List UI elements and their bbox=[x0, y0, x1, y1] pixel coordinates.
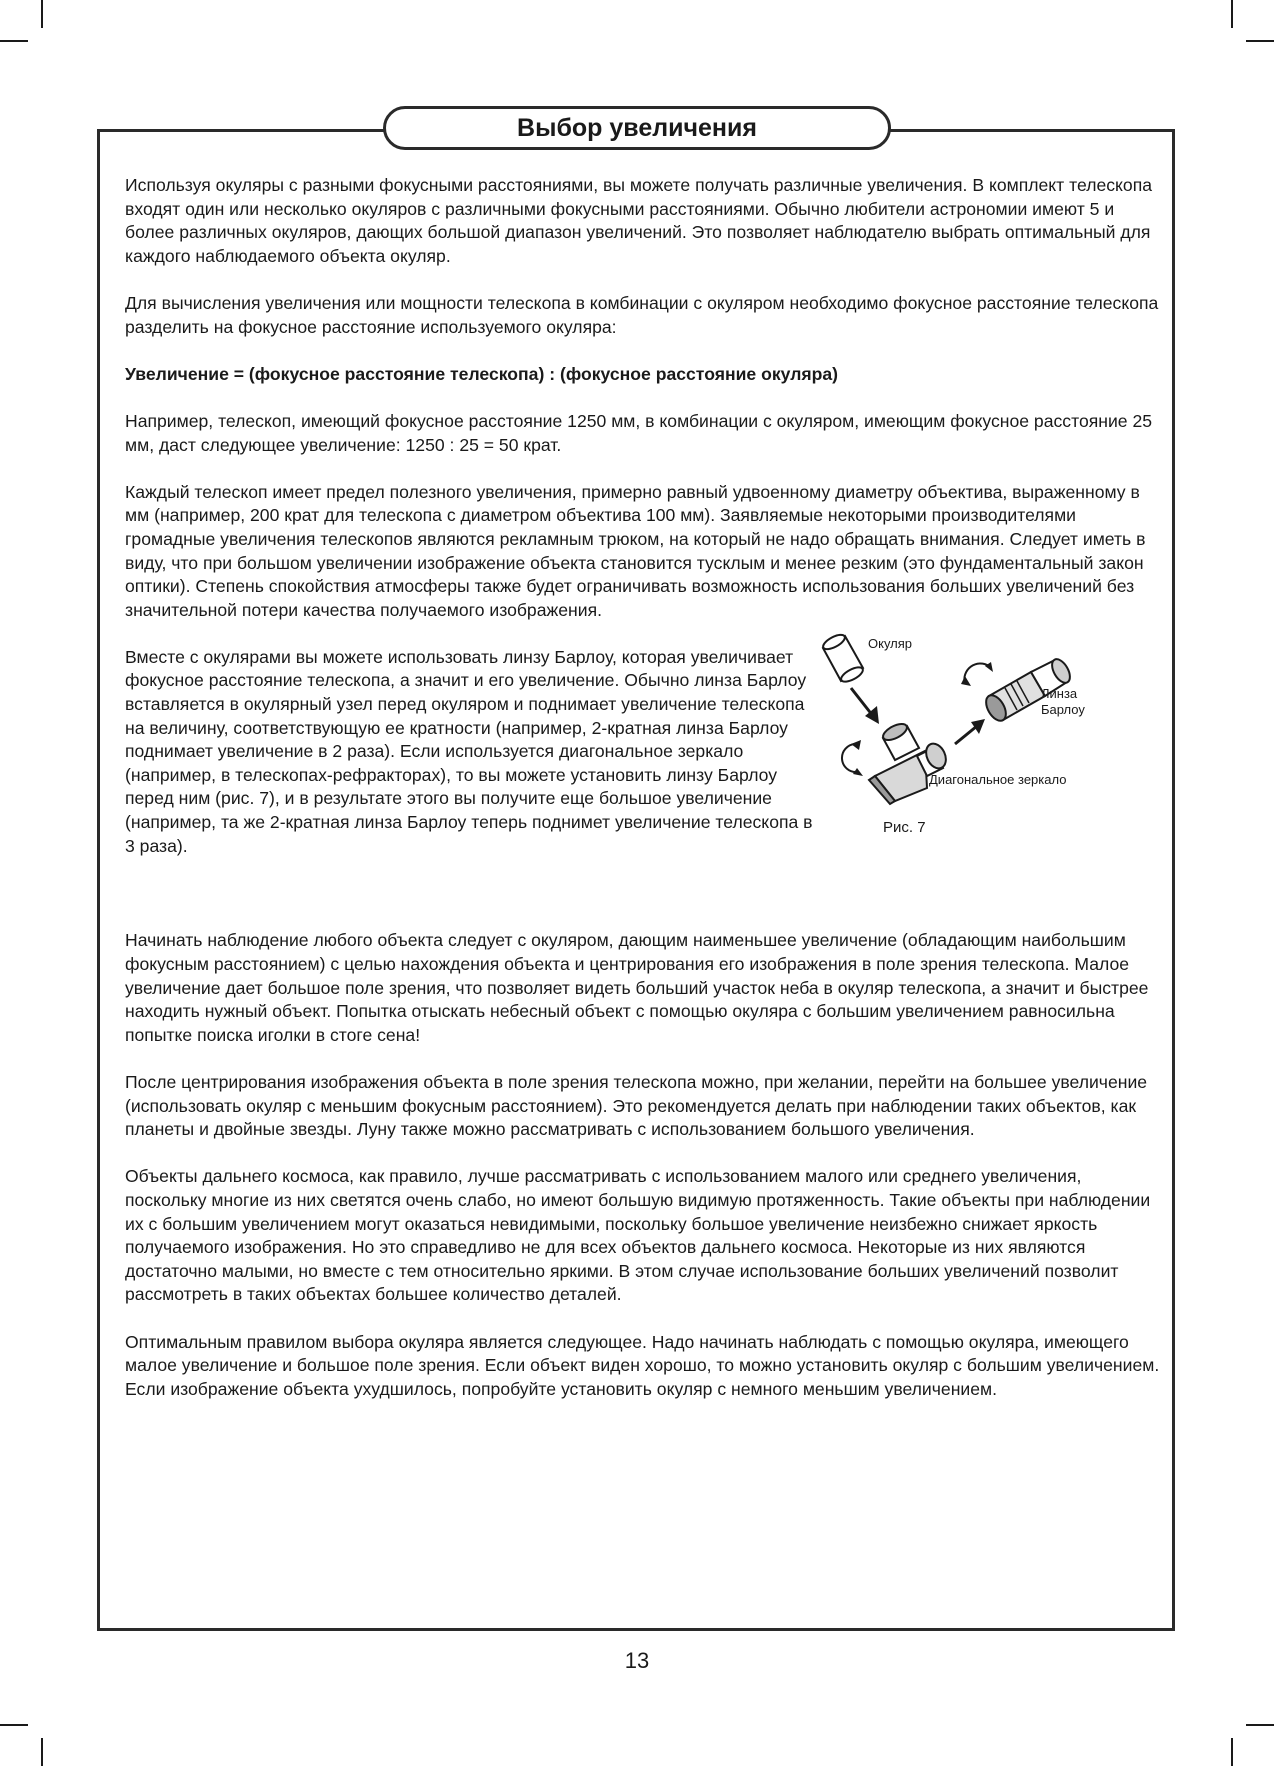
label-barlow-line1: Линза bbox=[1041, 685, 1078, 701]
label-eyepiece: Окуляр bbox=[868, 635, 913, 651]
eyepiece-icon bbox=[821, 632, 865, 685]
crop-mark-bottom-left-h bbox=[0, 1724, 28, 1726]
paragraph-useful-limit: Каждый телескоп имеет предел полезного увеличения, примерно равный удвоенному диаметру объектива, выраженному в мм (например, 200 крат для телескопа с диаметром объектива 100 мм). Заявляемые некоторыми производителями громадные увеличения телескопов являются рекламным трюком, на который не надо обращать внимания. Следует иметь в виду, что при большом увеличении изображение объекта становится тусклым и менее резким (это фундаментальный закон оптики). Степень спокойствия атмосферы также будет ограничивать возможность использования больших увеличений без значительной потери качества получаемого изображения. bbox=[125, 481, 1146, 620]
figure-7 bbox=[805, 626, 1085, 856]
label-diagonal-mirror: Диагональное зеркало bbox=[929, 771, 1067, 787]
crop-mark-top-left-h bbox=[0, 40, 28, 42]
paragraph-barlow-lens: Вместе с окулярами вы можете использовать линзу Барлоу, которая увеличивает фокусное расстояние телескопа, а значит и его увеличение. Обычно линза Барлоу вставляется в окулярный узел перед окуляром и поднимает увеличение телескопа на величину, соответствующую ее кратности (например, 2-кратная линза Барлоу поднимает увеличение в 2 раза). Если используется диагональное зеркало (например, в телескопах-рефракторах), то вы можете установить линзу Барлоу перед ним (рис. 7), и в результате этого вы получите еще большое увеличение (например, та же 2-кратная линза Барлоу теперь поднимет увеличение телескопа в 3 раза). bbox=[125, 646, 813, 856]
paragraph-magnification-calc: Для вычисления увеличения или мощности телескопа в комбинации с окуляром необходимо фокусное расстояние телескопа разделить на фокусное расстояние используемого окуляра: bbox=[125, 292, 1159, 337]
arrow-diagonal-to-barlow-icon bbox=[955, 719, 985, 744]
crop-mark-top-right-v bbox=[1231, 0, 1233, 28]
paragraph-deep-sky: Объекты дальнего космоса, как правило, лучше рассматривать с использованием малого или среднего увеличения, поскольку многие из них светятся очень слабо, но имеют большую видимую протяженность. Такие объекты при наблюдении их с большим увеличением могут оказаться невидимыми, поскольку большое увеличение неизбежно снижает яркость получаемого изображения. Но это справедливо не для всех объектов дальнего космоса. Некоторые из них являются достаточно малыми, но вместе с тем относительно яркими. В этом случае использование больших увеличений позволит рассмотреть в таких объектах большее количество деталей. bbox=[125, 1166, 1151, 1305]
paragraph-example: Например, телескоп, имеющий фокусное расстояние 1250 мм, в комбинации с окуляром, имеющим фокусное расстояние 25 мм, даст следующее увеличение: 1250 : 25 = 50 крат. bbox=[125, 410, 1153, 455]
diagonal-mirror-icon bbox=[869, 721, 950, 804]
crop-mark-top-right-h bbox=[1246, 40, 1274, 42]
paragraph-increase-power: После центрирования изображения объекта в поле зрения телескопа можно, при желании, перейти на большее увеличение (использовать окуляр с меньшим фокусным расстоянием). Это рекомендуется делать при наблюдении таких объектов, как планеты и двойные звезды. Луну также можно рассматривать с использованием большого увеличения. bbox=[125, 1072, 1148, 1140]
rotate-arrow-barlow-icon bbox=[961, 662, 993, 686]
article-body bbox=[125, 174, 1165, 1425]
label-barlow-line2: Барлоу bbox=[1041, 701, 1085, 717]
paragraph-start-low-power: Начинать наблюдение любого объекта следует с окуляром, дающим наименьшее увеличение (обладающим наибольшим фокусным расстоянием) с целью нахождения объекта и центрирования его изображения в поле зрения телескопа. Малое увеличение дает большое поле зрения, что позволяет видеть больший участок неба в окуляр телескопа, а значит и быстрее находить нужный объект. Попытка отыскать небесный объект с помощью окуляра с большим увеличением равносильна попытке поиска иголки в стоге сена! bbox=[125, 930, 1149, 1045]
paragraph-eyepieces-intro: Используя окуляры с разными фокусными расстояниями, вы можете получать различные увеличения. В комплект телескопа входят один или несколько окуляров с различными фокусными расстояниями. Обычно любители астрономии имеют 5 и более различных окуляров, дающих большой диапазон увеличений. Это позволяет наблюдателю выбрать оптимальный для каждого наблюдаемого объекта окуляр. bbox=[125, 175, 1153, 266]
crop-mark-bottom-left-v bbox=[41, 1738, 43, 1766]
arrow-eyepiece-to-diagonal-icon bbox=[851, 688, 879, 724]
page-title: Выбор увеличения bbox=[383, 106, 891, 150]
rotate-arrow-diagonal-icon bbox=[842, 740, 863, 776]
magnification-formula: Увеличение = (фокусное расстояние телескопа) : (фокусное расстояние окуляра) bbox=[125, 363, 839, 384]
barlow-section bbox=[125, 635, 1165, 906]
figure-caption: Рис. 7 bbox=[883, 818, 926, 836]
barlow-diagram-illustration bbox=[805, 626, 1085, 826]
crop-mark-bottom-right-h bbox=[1246, 1724, 1274, 1726]
crop-mark-bottom-right-v bbox=[1231, 1738, 1233, 1766]
crop-mark-top-left-v bbox=[41, 0, 43, 28]
paragraph-optimal-rule: Оптимальным правилом выбора окуляра является следующее. Надо начинать наблюдать с помощью окуляра, имеющего малое увеличение и большое поле зрения. Если объект виден хорошо, то можно установить окуляр с большим увеличением. Если изображение объекта ухудшилось, попробуйте установить окуляр с немного меньшим увеличением. bbox=[125, 1331, 1160, 1399]
page-number: 13 bbox=[624, 1648, 650, 1673]
